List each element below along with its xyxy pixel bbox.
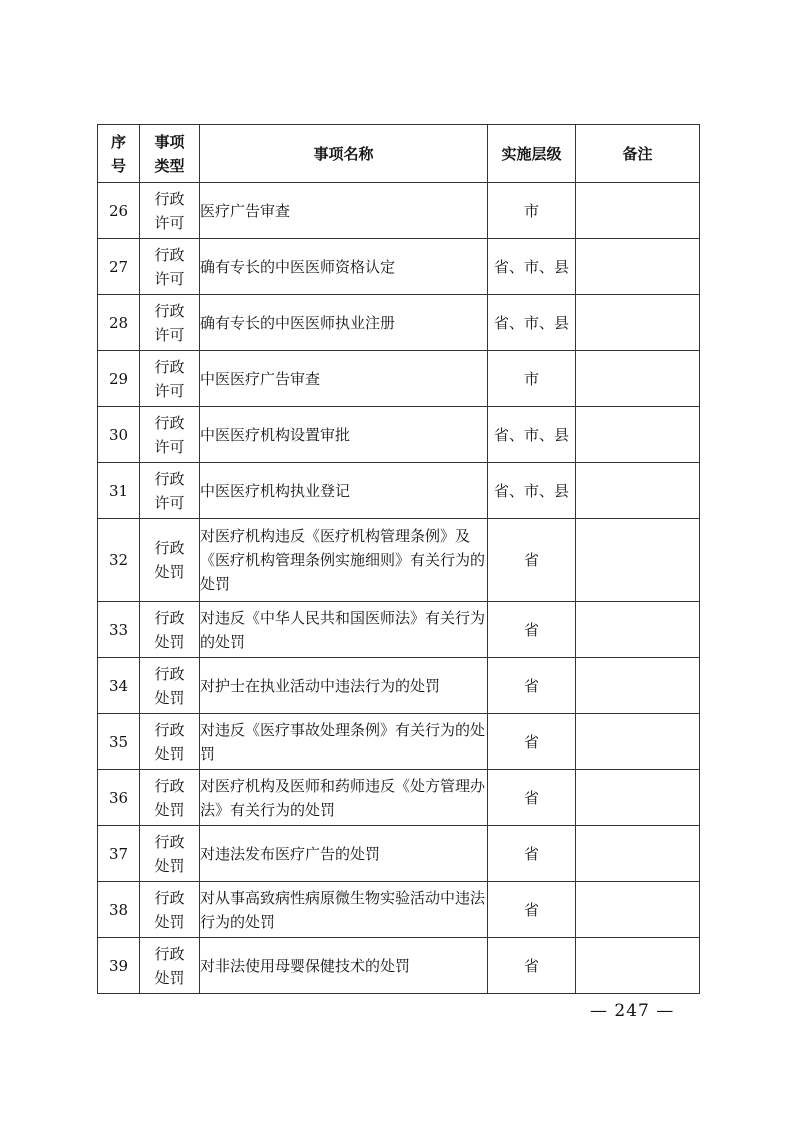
row-type [140,826,200,882]
table-row [98,602,700,658]
row-type-line2: 许可 [154,325,185,344]
row-number: 30 [98,407,140,463]
row-type [140,714,200,770]
row-level: 省 [488,882,576,938]
row-level: 省 [488,826,576,882]
row-note [576,407,700,463]
row-type-line1: 行政 [154,608,185,627]
row-type-line1: 行政 [154,539,185,557]
row-number: 32 [98,519,140,602]
row-name: 对违反《中华人民共和国医师法》有关行为的处罚 [200,602,488,658]
row-level: 省 [488,658,576,714]
header-type-line1: 事项 [154,132,185,151]
table-row [98,239,700,295]
row-name: 确有专长的中医医师资格认定 [200,239,488,295]
row-note [576,658,700,714]
header-note: 备注 [576,125,700,183]
row-name: 医疗广告审查 [200,183,488,239]
row-level: 市 [488,351,576,407]
row-type-line2: 处罚 [154,744,185,763]
row-type [140,295,200,351]
row-type [140,183,200,239]
row-level: 省 [488,519,576,602]
row-type-line2: 处罚 [154,856,185,875]
header-seq [98,125,140,183]
page-number: — 247 — [590,1001,675,1021]
row-type [140,770,200,826]
header-level: 实施层级 [488,125,576,183]
row-number: 26 [98,183,140,239]
row-note [576,882,700,938]
row-type-line1: 行政 [154,413,185,432]
row-number: 37 [98,826,140,882]
row-number: 38 [98,882,140,938]
row-type-line1: 行政 [154,776,185,795]
header-seq-line1: 序 [110,132,126,151]
table-row [98,351,700,407]
row-type-line2: 许可 [154,213,185,232]
row-level: 省、市、县 [488,295,576,351]
row-type-line1: 行政 [154,189,185,208]
row-type [140,938,200,994]
row-level: 省 [488,770,576,826]
row-name: 对非法使用母婴保健技术的处罚 [200,938,488,994]
table-row [98,882,700,938]
row-number: 34 [98,658,140,714]
header-type-line2: 类型 [154,156,185,175]
row-number: 35 [98,714,140,770]
row-number: 29 [98,351,140,407]
row-type-line1: 行政 [154,944,185,963]
row-type-line2: 许可 [154,381,185,400]
row-note [576,602,700,658]
row-type-line1: 行政 [154,301,185,320]
row-type-line1: 行政 [154,664,185,683]
header-row [98,125,700,183]
row-name: 对从事高致病性病原微生物实验活动中违法行为的处罚 [200,882,488,938]
row-type-line2: 许可 [154,493,185,512]
row-note [576,519,700,602]
row-type [140,602,200,658]
row-note [576,183,700,239]
header-name: 事项名称 [200,125,488,183]
row-level: 省、市、县 [488,239,576,295]
row-type [140,519,200,602]
row-type-line2: 处罚 [154,632,185,651]
row-type-line1: 行政 [154,832,185,851]
row-type-line2: 许可 [154,269,185,288]
row-type-line1: 行政 [154,888,185,907]
row-level: 省、市、县 [488,463,576,519]
row-number: 31 [98,463,140,519]
row-name: 对医疗机构违反《医疗机构管理条例》及《医疗机构管理条例实施细则》有关行为的处罚 [200,519,488,602]
row-type-line1: 行政 [154,245,185,264]
row-type-line2: 处罚 [154,912,185,931]
table-row [98,658,700,714]
row-type-line2: 处罚 [154,800,185,819]
row-type-line1: 行政 [154,357,185,376]
table-row [98,519,700,602]
row-note [576,826,700,882]
table-row [98,938,700,994]
row-level: 省、市、县 [488,407,576,463]
row-note [576,714,700,770]
row-level: 省 [488,714,576,770]
row-number: 36 [98,770,140,826]
header-seq-line2: 号 [110,156,126,175]
row-type-line2: 许可 [154,437,185,456]
row-type-line1: 行政 [154,469,185,488]
table-row [98,463,700,519]
row-type [140,882,200,938]
row-type-line1: 行政 [154,720,185,739]
table-row [98,407,700,463]
row-note [576,463,700,519]
row-type [140,658,200,714]
row-number: 28 [98,295,140,351]
row-level: 省 [488,602,576,658]
row-name: 确有专长的中医医师执业注册 [200,295,488,351]
row-name: 对医疗机构及医师和药师违反《处方管理办法》有关行为的处罚 [200,770,488,826]
row-note [576,938,700,994]
row-name: 中医医疗广告审查 [200,351,488,407]
row-note [576,295,700,351]
row-type [140,463,200,519]
row-type [140,351,200,407]
row-number: 33 [98,602,140,658]
row-name: 对违法发布医疗广告的处罚 [200,826,488,882]
row-name: 对护士在执业活动中违法行为的处罚 [200,658,488,714]
table-row [98,826,700,882]
row-type-line2: 处罚 [154,563,185,581]
items-table [97,124,700,994]
row-type [140,407,200,463]
table-row [98,714,700,770]
table-row [98,770,700,826]
row-name: 中医医疗机构执业登记 [200,463,488,519]
row-type [140,239,200,295]
row-type-line2: 处罚 [154,688,185,707]
row-name: 中医医疗机构设置审批 [200,407,488,463]
row-number: 27 [98,239,140,295]
row-note [576,239,700,295]
row-level: 省 [488,938,576,994]
row-name: 对违反《医疗事故处理条例》有关行为的处罚 [200,714,488,770]
row-note [576,770,700,826]
table-row [98,295,700,351]
row-note [576,351,700,407]
header-type [140,125,200,183]
table-row [98,183,700,239]
row-type-line2: 处罚 [154,968,185,987]
row-number: 39 [98,938,140,994]
row-level: 市 [488,183,576,239]
